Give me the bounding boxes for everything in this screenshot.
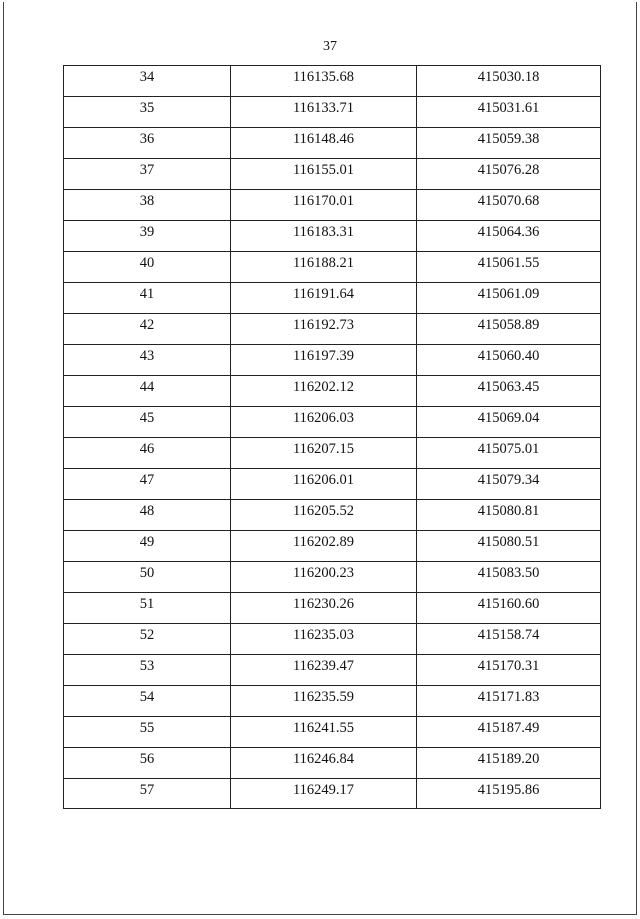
point-number-cell: 49: [64, 531, 231, 562]
x-coordinate-cell: 116241.55: [231, 717, 417, 748]
y-coordinate-cell: 415070.68: [417, 190, 601, 221]
x-coordinate-cell: 116235.59: [231, 686, 417, 717]
point-number-cell: 42: [64, 314, 231, 345]
table-row: [64, 748, 601, 779]
x-coordinate-cell: 116239.47: [231, 655, 417, 686]
table-row: [64, 593, 601, 624]
y-coordinate-cell: 415158.74: [417, 624, 601, 655]
table-row: [64, 314, 601, 345]
x-coordinate-cell: 116207.15: [231, 438, 417, 469]
y-coordinate-cell: 415030.18: [417, 66, 601, 97]
page-number: 37: [323, 39, 337, 54]
table-row: [64, 686, 601, 717]
table-row: [64, 159, 601, 190]
point-number-cell: 55: [64, 717, 231, 748]
y-coordinate-cell: 415064.36: [417, 221, 601, 252]
x-coordinate-cell: 116246.84: [231, 748, 417, 779]
x-coordinate-cell: 116148.46: [231, 128, 417, 159]
point-number-cell: 50: [64, 562, 231, 593]
table-row: [64, 190, 601, 221]
x-coordinate-cell: 116191.64: [231, 283, 417, 314]
table-row: [64, 345, 601, 376]
y-coordinate-cell: 415080.51: [417, 531, 601, 562]
y-coordinate-cell: 415063.45: [417, 376, 601, 407]
y-coordinate-cell: 415031.61: [417, 97, 601, 128]
x-coordinate-cell: 116230.26: [231, 593, 417, 624]
point-number-cell: 44: [64, 376, 231, 407]
point-number-cell: 35: [64, 97, 231, 128]
table-row: [64, 407, 601, 438]
point-number-cell: 34: [64, 66, 231, 97]
y-coordinate-cell: 415171.83: [417, 686, 601, 717]
y-coordinate-cell: 415060.40: [417, 345, 601, 376]
y-coordinate-cell: 415160.60: [417, 593, 601, 624]
table-row: [64, 97, 601, 128]
table-row: [64, 531, 601, 562]
x-coordinate-cell: 116155.01: [231, 159, 417, 190]
table-row: [64, 717, 601, 748]
point-number-cell: 36: [64, 128, 231, 159]
x-coordinate-cell: 116202.12: [231, 376, 417, 407]
x-coordinate-cell: 116235.03: [231, 624, 417, 655]
point-number-cell: 37: [64, 159, 231, 190]
table-row: [64, 128, 601, 159]
y-coordinate-cell: 415058.89: [417, 314, 601, 345]
table-row: [64, 624, 601, 655]
point-number-cell: 56: [64, 748, 231, 779]
point-number-cell: 41: [64, 283, 231, 314]
table-row: [64, 252, 601, 283]
x-coordinate-cell: 116170.01: [231, 190, 417, 221]
y-coordinate-cell: 415195.86: [417, 779, 601, 809]
coordinate-table-body: [64, 66, 601, 809]
point-number-cell: 45: [64, 407, 231, 438]
table-row: [64, 221, 601, 252]
table-row: [64, 438, 601, 469]
y-coordinate-cell: 415076.28: [417, 159, 601, 190]
point-number-cell: 40: [64, 252, 231, 283]
point-number-cell: 57: [64, 779, 231, 809]
y-coordinate-cell: 415187.49: [417, 717, 601, 748]
point-number-cell: 39: [64, 221, 231, 252]
point-number-cell: 46: [64, 438, 231, 469]
x-coordinate-cell: 116205.52: [231, 500, 417, 531]
table-row: [64, 562, 601, 593]
x-coordinate-cell: 116183.31: [231, 221, 417, 252]
point-number-cell: 38: [64, 190, 231, 221]
y-coordinate-cell: 415059.38: [417, 128, 601, 159]
x-coordinate-cell: 116135.68: [231, 66, 417, 97]
table-row: [64, 655, 601, 686]
x-coordinate-cell: 116192.73: [231, 314, 417, 345]
table-row: [64, 779, 601, 809]
table-row: [64, 283, 601, 314]
y-coordinate-cell: 415083.50: [417, 562, 601, 593]
x-coordinate-cell: 116188.21: [231, 252, 417, 283]
y-coordinate-cell: 415061.09: [417, 283, 601, 314]
y-coordinate-cell: 415170.31: [417, 655, 601, 686]
y-coordinate-cell: 415079.34: [417, 469, 601, 500]
point-number-cell: 47: [64, 469, 231, 500]
x-coordinate-cell: 116200.23: [231, 562, 417, 593]
table-row: [64, 376, 601, 407]
y-coordinate-cell: 415189.20: [417, 748, 601, 779]
table-row: [64, 66, 601, 97]
y-coordinate-cell: 415069.04: [417, 407, 601, 438]
point-number-cell: 51: [64, 593, 231, 624]
x-coordinate-cell: 116206.03: [231, 407, 417, 438]
x-coordinate-cell: 116206.01: [231, 469, 417, 500]
point-number-cell: 53: [64, 655, 231, 686]
y-coordinate-cell: 415080.81: [417, 500, 601, 531]
table-row: [64, 500, 601, 531]
table-row: [64, 469, 601, 500]
point-number-cell: 54: [64, 686, 231, 717]
point-number-cell: 48: [64, 500, 231, 531]
x-coordinate-cell: 116197.39: [231, 345, 417, 376]
x-coordinate-cell: 116202.89: [231, 531, 417, 562]
coordinate-table: [63, 65, 601, 809]
point-number-cell: 43: [64, 345, 231, 376]
y-coordinate-cell: 415061.55: [417, 252, 601, 283]
x-coordinate-cell: 116249.17: [231, 779, 417, 809]
x-coordinate-cell: 116133.71: [231, 97, 417, 128]
y-coordinate-cell: 415075.01: [417, 438, 601, 469]
point-number-cell: 52: [64, 624, 231, 655]
